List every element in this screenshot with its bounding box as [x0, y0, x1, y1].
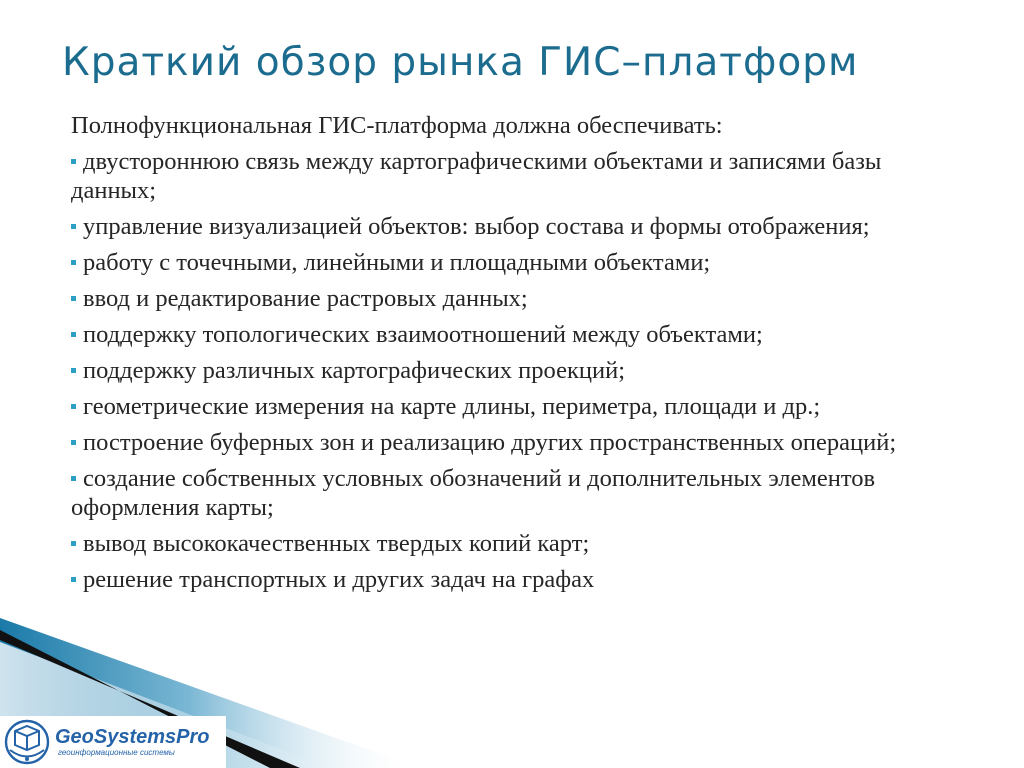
logo-tagline: геоинформационные системы	[58, 748, 175, 757]
square-bullet-icon	[71, 224, 76, 229]
list-item	[71, 565, 971, 594]
list-item	[71, 284, 971, 313]
list-item	[71, 248, 971, 277]
bullet-text: создание собственных условных обозначений и дополнительных элементов оформления карты;	[71, 465, 876, 521]
square-bullet-icon	[71, 577, 76, 582]
list-item	[71, 464, 971, 522]
bullet-text: решение транспортных и других задач на графах	[83, 566, 595, 593]
bullet-text: вывод высококачественных твердых копий карт;	[83, 530, 590, 557]
list-item	[71, 356, 971, 385]
logo-wordmark: GeoSystemsPro	[55, 726, 210, 748]
bullet-text: поддержку топологических взаимоотношений между объектами;	[83, 321, 763, 348]
list-item	[71, 147, 971, 205]
company-logo	[0, 716, 226, 768]
square-bullet-icon	[71, 476, 76, 481]
slide-title: Краткий обзор рынка ГИС–платформ	[62, 40, 859, 85]
bullet-list	[71, 147, 971, 594]
bullet-text: ввод и редактирование растровых данных;	[83, 285, 528, 312]
square-bullet-icon	[71, 332, 76, 337]
intro-text: Полнофункциональная ГИС-платформа должна обеспечивать:	[71, 112, 723, 139]
bullet-text: поддержку различных картографических проекций;	[83, 357, 626, 384]
list-item	[71, 529, 971, 558]
square-bullet-icon	[71, 368, 76, 373]
geosystems-logo-icon	[2, 717, 52, 767]
bullet-text: управление визуализацией объектов: выбор состава и формы отображения;	[83, 213, 870, 240]
bullet-text: двустороннюю связь между картографическими объектами и записями базы данных;	[71, 148, 882, 204]
square-bullet-icon	[71, 440, 76, 445]
square-bullet-icon	[71, 260, 76, 265]
list-item	[71, 212, 971, 241]
slide-body	[71, 111, 971, 601]
bullet-text: работу с точечными, линейными и площадными объектами;	[83, 249, 711, 276]
bullet-text: построение буферных зон и реализацию других пространственных операций;	[83, 429, 897, 456]
square-bullet-icon	[71, 541, 76, 546]
square-bullet-icon	[71, 404, 76, 409]
list-item	[71, 392, 971, 421]
list-item	[71, 428, 971, 457]
bullet-text: геометрические измерения на карте длины, периметра, площади и др.;	[83, 393, 821, 420]
square-bullet-icon	[71, 159, 76, 164]
list-item	[71, 320, 971, 349]
square-bullet-icon	[71, 296, 76, 301]
